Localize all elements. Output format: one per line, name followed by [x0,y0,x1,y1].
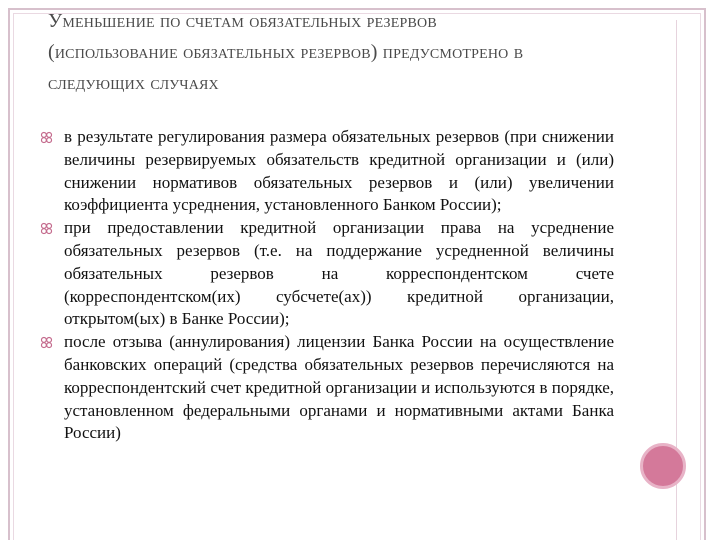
slide-title: Уменьшение по счетам обязательных резервов (использование обязательных резервов) предусмотрено в следующих случаях [48,10,524,94]
decorative-circle [640,443,686,489]
bullet-text: в результате регулирования размера обязательных резервов (при снижении величины резервируемых обязательств кредитной организации и (или) снижении нормативов обязательных резервов и (или) увеличении коэффициента усреднения, установленного Банком России); [64,127,614,215]
flower-bullet-icon [40,222,53,235]
bullet-item [40,126,614,217]
bullet-text: после отзыва (аннулирования) лицензии Банка России на осуществление банковских операций (средства обязательных резервов перечисляются на корреспондентский счет кредитной организации и используются в порядке, установленном федеральными органами и нормативными актами Банка России) [64,332,614,443]
flower-bullet-icon [40,336,53,349]
bullet-text: при предоставлении кредитной организации права на усреднение обязательных резервов (т.е. на поддержание усредненной величины обязательных резервов на корреспондентском счете (корреспондентском(их) субсчете(ах)) кредитной организации, открытом(ых) в Банке России); [64,218,614,329]
flower-bullet-icon [40,131,53,144]
bullet-item [40,331,614,445]
bullet-list [40,126,614,445]
bullet-item [40,217,614,331]
